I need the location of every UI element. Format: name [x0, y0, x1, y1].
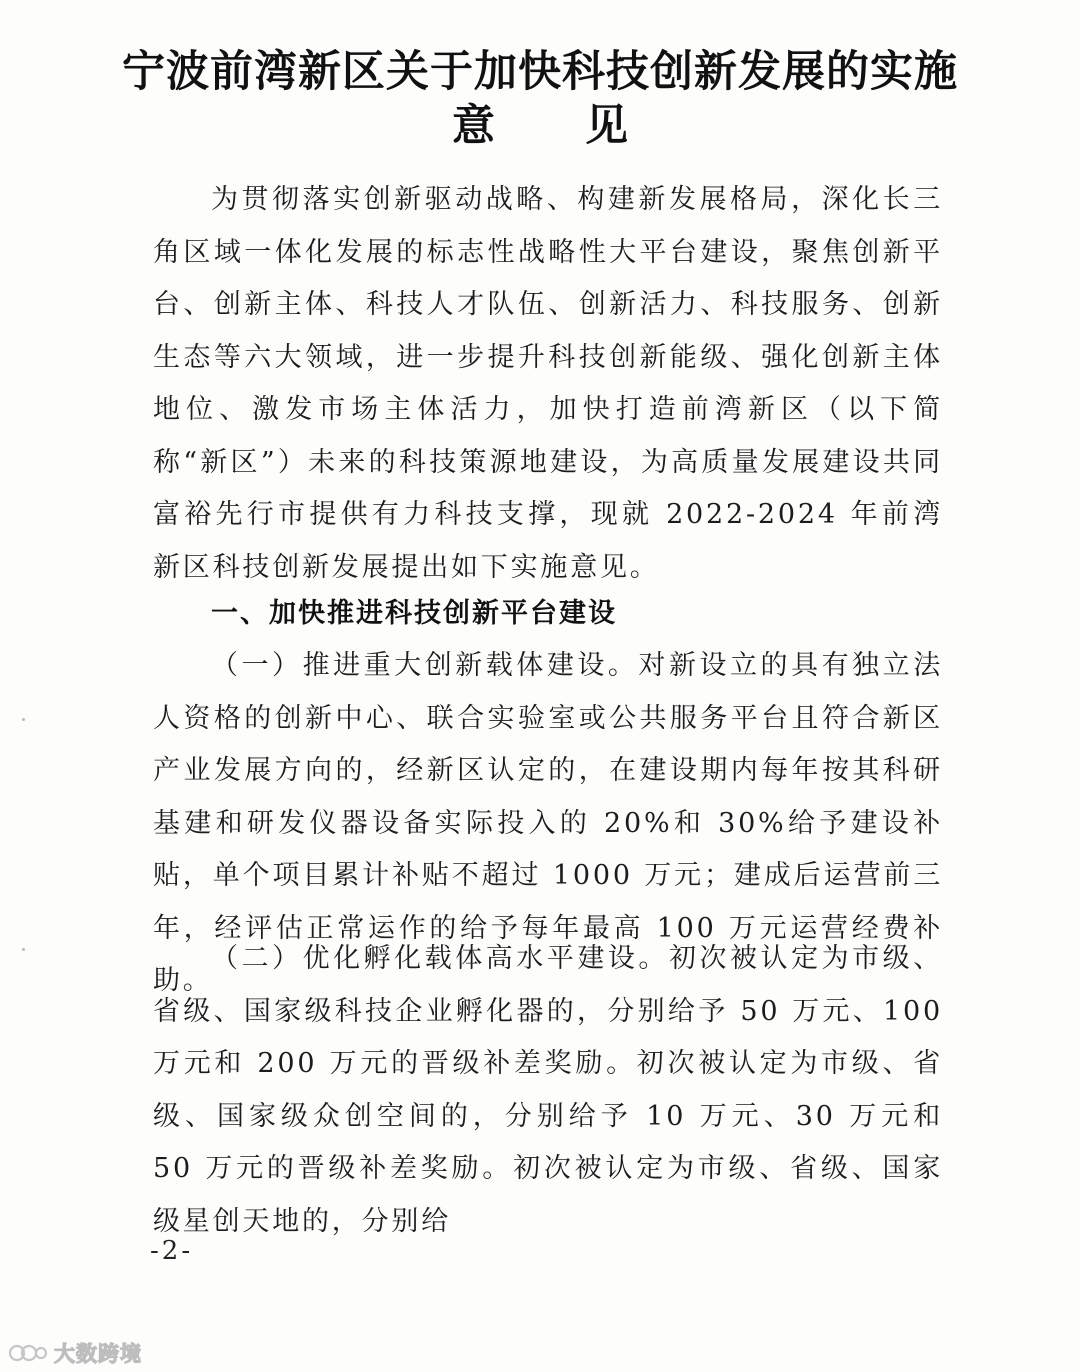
document-title-continued [0, 92, 1080, 153]
scan-mark [22, 718, 25, 721]
item-paragraph-2: （二）优化孵化载体高水平建设。初次被认定为市级、省级、国家级科技企业孵化器的，分别给予 50 万元、100 万元和 200 万元的晋级补差奖励。初次被认定为市级、省级、国家级众创空间的，分别给予 10 万元、30 万元和 50 万元的晋级补差奖励。初次被认定为市级、省级、国家级星创天地的，分别给 [153, 943, 943, 1237]
scan-mark [22, 948, 25, 951]
watermark [8, 1338, 142, 1368]
title-char-1: 意 [452, 101, 495, 151]
item-paragraph-1: （一）推进重大创新载体建设。对新设立的具有独立法人资格的创新中心、联合实验室或公共服务平台且符合新区产业发展方向的，经新区认定的，在建设期内每年按其科研基建和研发仪器设备实际投入的 20%和 30%给予建设补贴，单个项目累计补贴不超过 1000 万元；建成后运营前三年，经评估正常运作的给予每年最高 100 万元运营经费补助。 [153, 650, 943, 996]
page-number: -2- [150, 1236, 194, 1266]
watermark-text: 大数跨境 [54, 1342, 142, 1366]
brand-logo-icon [8, 1341, 48, 1365]
section-heading: 一、加快推进科技创新平台建设 [211, 598, 617, 629]
title-char-2: 见 [585, 101, 628, 151]
intro-paragraph: 为贯彻落实创新驱动战略、构建新发展格局，深化长三角区域一体化发展的标志性战略性大平台建设，聚焦创新平台、创新主体、科技人才队伍、创新活力、科技服务、创新生态等六大领域，进一步提升科技创新能级、强化创新主体地位、激发市场主体活力，加快打造前湾新区（以下简称“新区”）未来的科技策源地建设，为高质量发展建设共同富裕先行市提供有力科技支撑，现就 2022-2024 年前湾新区科技创新发展提出如下实施意见。 [153, 184, 943, 583]
document-title: 宁波前湾新区关于加快科技创新发展的实施 [122, 47, 958, 97]
